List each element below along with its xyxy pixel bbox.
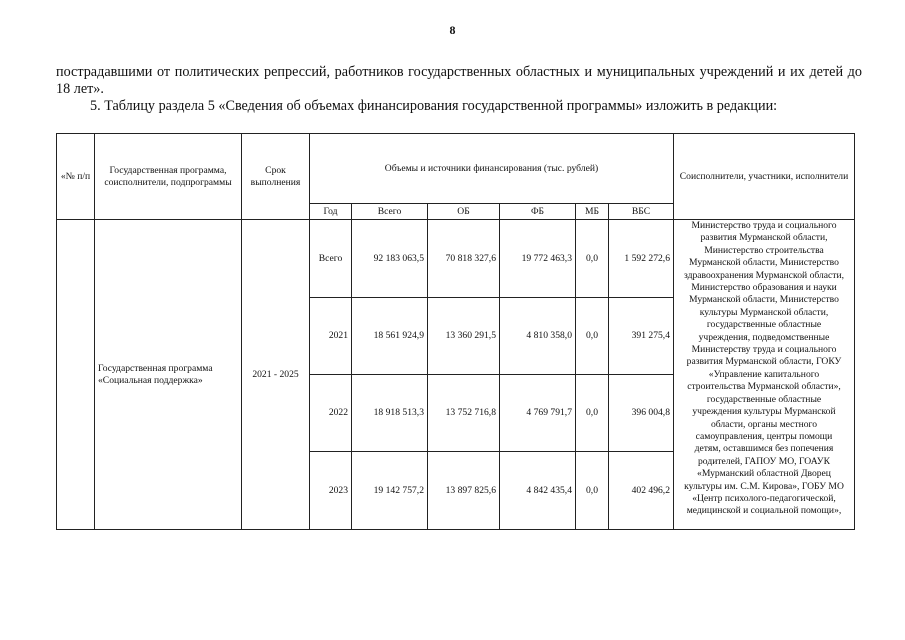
subheader-year: Год: [310, 204, 352, 220]
executor-line: учреждения культуры Мурманской: [692, 406, 836, 418]
row-ob: 13 752 716,8: [428, 375, 500, 452]
row-ob: 70 818 327,6: [428, 220, 500, 298]
row-ob: 13 360 291,5: [428, 298, 500, 375]
table-row: [57, 220, 855, 298]
row-total: 19 142 757,2: [352, 452, 428, 530]
row-year: Всего: [310, 220, 352, 298]
intro-line-2: 5. Таблицу раздела 5 «Сведения об объемах финансирования государственной программы» изложить в редакции:: [90, 98, 778, 114]
executor-line: Министерство строительства: [704, 244, 824, 256]
executor-line: родителей, ГАПОУ МО, ГОАУК: [698, 455, 830, 467]
program-term: 2021 - 2025: [242, 220, 310, 530]
intro-text: [56, 64, 862, 115]
row-num-cell: [57, 220, 95, 530]
row-mb: 0,0: [576, 375, 609, 452]
row-ob: 13 897 825,6: [428, 452, 500, 530]
executor-line: развития Мурманской области, ГОКУ: [686, 356, 842, 368]
header-program: Государственная программа, соисполнители, подпрограммы: [95, 134, 242, 220]
intro-line-1: пострадавшими от политических репрессий, работников государственных областных и муниципальных учреждений и их детей до 18 лет».: [56, 64, 862, 97]
executor-line: строительства Мурманской области»,: [687, 381, 841, 393]
row-fb: 4 842 435,4: [500, 452, 576, 530]
executor-line: «Мурманский областной Дворец: [697, 468, 831, 480]
row-fb: 4 810 358,0: [500, 298, 576, 375]
executor-line: культуры Мурманской области,: [699, 306, 829, 318]
subheader-ob: ОБ: [428, 204, 500, 220]
executor-line: Мурманской области, Министерство: [689, 294, 839, 306]
row-year: 2023: [310, 452, 352, 530]
header-funding: Объемы и источники финансирования (тыс. рублей): [310, 134, 674, 204]
row-total: 18 561 924,9: [352, 298, 428, 375]
row-vbs: 396 004,8: [609, 375, 674, 452]
executor-line: здравоохранения Мурманской области,: [683, 269, 845, 281]
subheader-total: Всего: [352, 204, 428, 220]
executor-line: «Управление капитального: [708, 368, 820, 380]
row-vbs: 391 275,4: [609, 298, 674, 375]
row-total: 18 918 513,3: [352, 375, 428, 452]
subheader-mb: МБ: [576, 204, 609, 220]
executor-line: Мурманской области, Министерство: [689, 257, 839, 269]
executor-line: детям, оставшимся без попечения: [694, 443, 834, 455]
executor-line: Министерство образования и науки: [691, 282, 837, 294]
executor-line: Министерство труда и социального: [691, 220, 837, 231]
executor-line: области, органы местного: [710, 418, 818, 430]
executor-line: медицинской и социальной помощи»,: [686, 505, 842, 517]
row-year: 2021: [310, 298, 352, 375]
row-vbs: 1 592 272,6: [609, 220, 674, 298]
header-executors: Соисполнители, участники, исполнители: [674, 134, 855, 220]
executor-line: «Центр психолого-педагогической,: [692, 492, 836, 504]
executors-cell: [674, 220, 855, 530]
program-name: Государственная программа «Социальная поддержка»: [95, 220, 242, 530]
subheader-fb: ФБ: [500, 204, 576, 220]
executor-line: развития Мурманской области,: [700, 232, 828, 244]
executor-line: самоуправления, центры помощи: [695, 430, 833, 442]
funding-table: [56, 133, 855, 530]
executor-line: государственные областные: [706, 319, 822, 331]
row-vbs: 402 496,2: [609, 452, 674, 530]
row-fb: 4 769 791,7: [500, 375, 576, 452]
subheader-vbs: ВБС: [609, 204, 674, 220]
row-fb: 19 772 463,3: [500, 220, 576, 298]
row-mb: 0,0: [576, 298, 609, 375]
executor-line: культуры им. С.М. Кирова», ГОБУ МО: [684, 480, 844, 492]
executor-line: государственные областные: [706, 393, 822, 405]
header-num: «№ п/п: [57, 134, 95, 220]
row-year: 2022: [310, 375, 352, 452]
row-total: 92 183 063,5: [352, 220, 428, 298]
executor-line: учреждения, подведомственные: [698, 331, 830, 343]
row-mb: 0,0: [576, 452, 609, 530]
header-term: Срок выполнения: [242, 134, 310, 220]
executor-line: Министерству труда и социального: [691, 344, 837, 356]
page-number: 8: [449, 23, 456, 37]
row-mb: 0,0: [576, 220, 609, 298]
